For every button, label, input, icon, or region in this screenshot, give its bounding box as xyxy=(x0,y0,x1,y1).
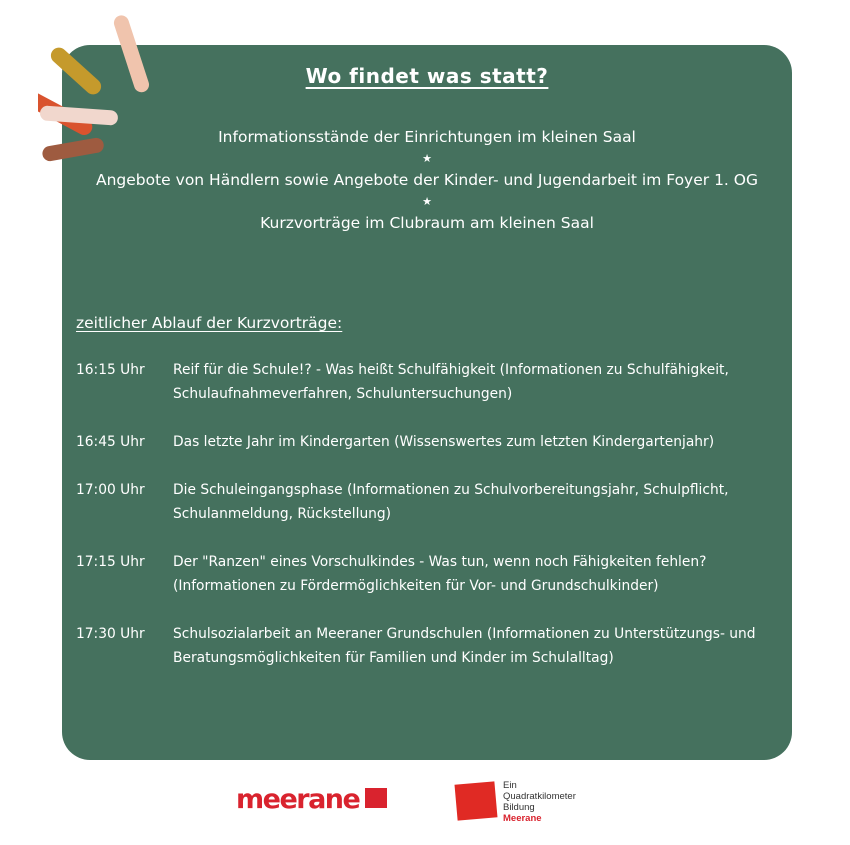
schedule-entry xyxy=(76,430,776,454)
entry-time: 16:15 Uhr xyxy=(76,362,145,378)
locations-block xyxy=(62,124,792,237)
entry-text: Schulsozialarbeit an Meeraner Grundschulen (Informationen zu Unterstützungs- und Beratungsmöglichkeiten für Familien und Kinder im Schulalltag) xyxy=(173,626,756,666)
star-separator: ★ xyxy=(422,152,432,165)
page-title: Wo findet was statt? xyxy=(305,64,549,88)
location-1: Informationsstände der Einrichtungen im kleinen Saal xyxy=(218,128,636,146)
entry-text: Der "Ranzen" eines Vorschulkindes - Was tun, wenn noch Fähigkeiten fehlen? (Informationen zu Fördermöglichkeiten für Vor- und Grundschulkinder) xyxy=(173,554,707,594)
entry-time: 17:15 Uhr xyxy=(76,554,145,570)
schedule-entry xyxy=(76,550,776,598)
brush-stroke-4 xyxy=(40,105,119,125)
quadratkilometer-logo-text xyxy=(503,780,576,824)
star-separator: ★ xyxy=(422,195,432,208)
schedule-entry xyxy=(76,358,776,406)
entry-text: Reif für die Schule!? - Was heißt Schulfähigkeit (Informationen zu Schulfähigkeit, Schulaufnahmeverfahren, Schuluntersuchungen) xyxy=(173,362,729,402)
location-2: Angebote von Händlern sowie Angebote der Kinder- und Jugendarbeit im Foyer 1. OG xyxy=(95,171,758,189)
schedule-list xyxy=(76,358,776,670)
qb-line-3: Bildung xyxy=(503,802,535,813)
qb-line-4: Meerane xyxy=(503,813,542,824)
qb-line-2: Quadratkilometer xyxy=(503,791,576,802)
entry-time: 17:00 Uhr xyxy=(76,482,145,498)
meerane-logo-square xyxy=(365,788,387,808)
meerane-logo: meerane xyxy=(236,784,360,815)
entry-time: 16:45 Uhr xyxy=(76,434,145,450)
quadratkilometer-logo-square xyxy=(455,781,498,820)
schedule-heading: zeitlicher Ablauf der Kurzvorträge: xyxy=(76,314,343,332)
schedule-entry xyxy=(76,478,776,526)
schedule-entry xyxy=(76,622,776,670)
qb-line-1: Ein xyxy=(503,780,517,791)
footer-logos xyxy=(0,770,850,845)
entry-time: 17:30 Uhr xyxy=(76,626,145,642)
location-3: Kurzvorträge im Clubraum am kleinen Saal xyxy=(260,214,594,232)
entry-text: Das letzte Jahr im Kindergarten (Wissenswertes zum letzten Kindergartenjahr) xyxy=(173,434,715,450)
entry-text: Die Schuleingangsphase (Informationen zu Schulvorbereitungsjahr, Schulpflicht, Schulanmeldung, Rückstellung) xyxy=(173,482,729,522)
